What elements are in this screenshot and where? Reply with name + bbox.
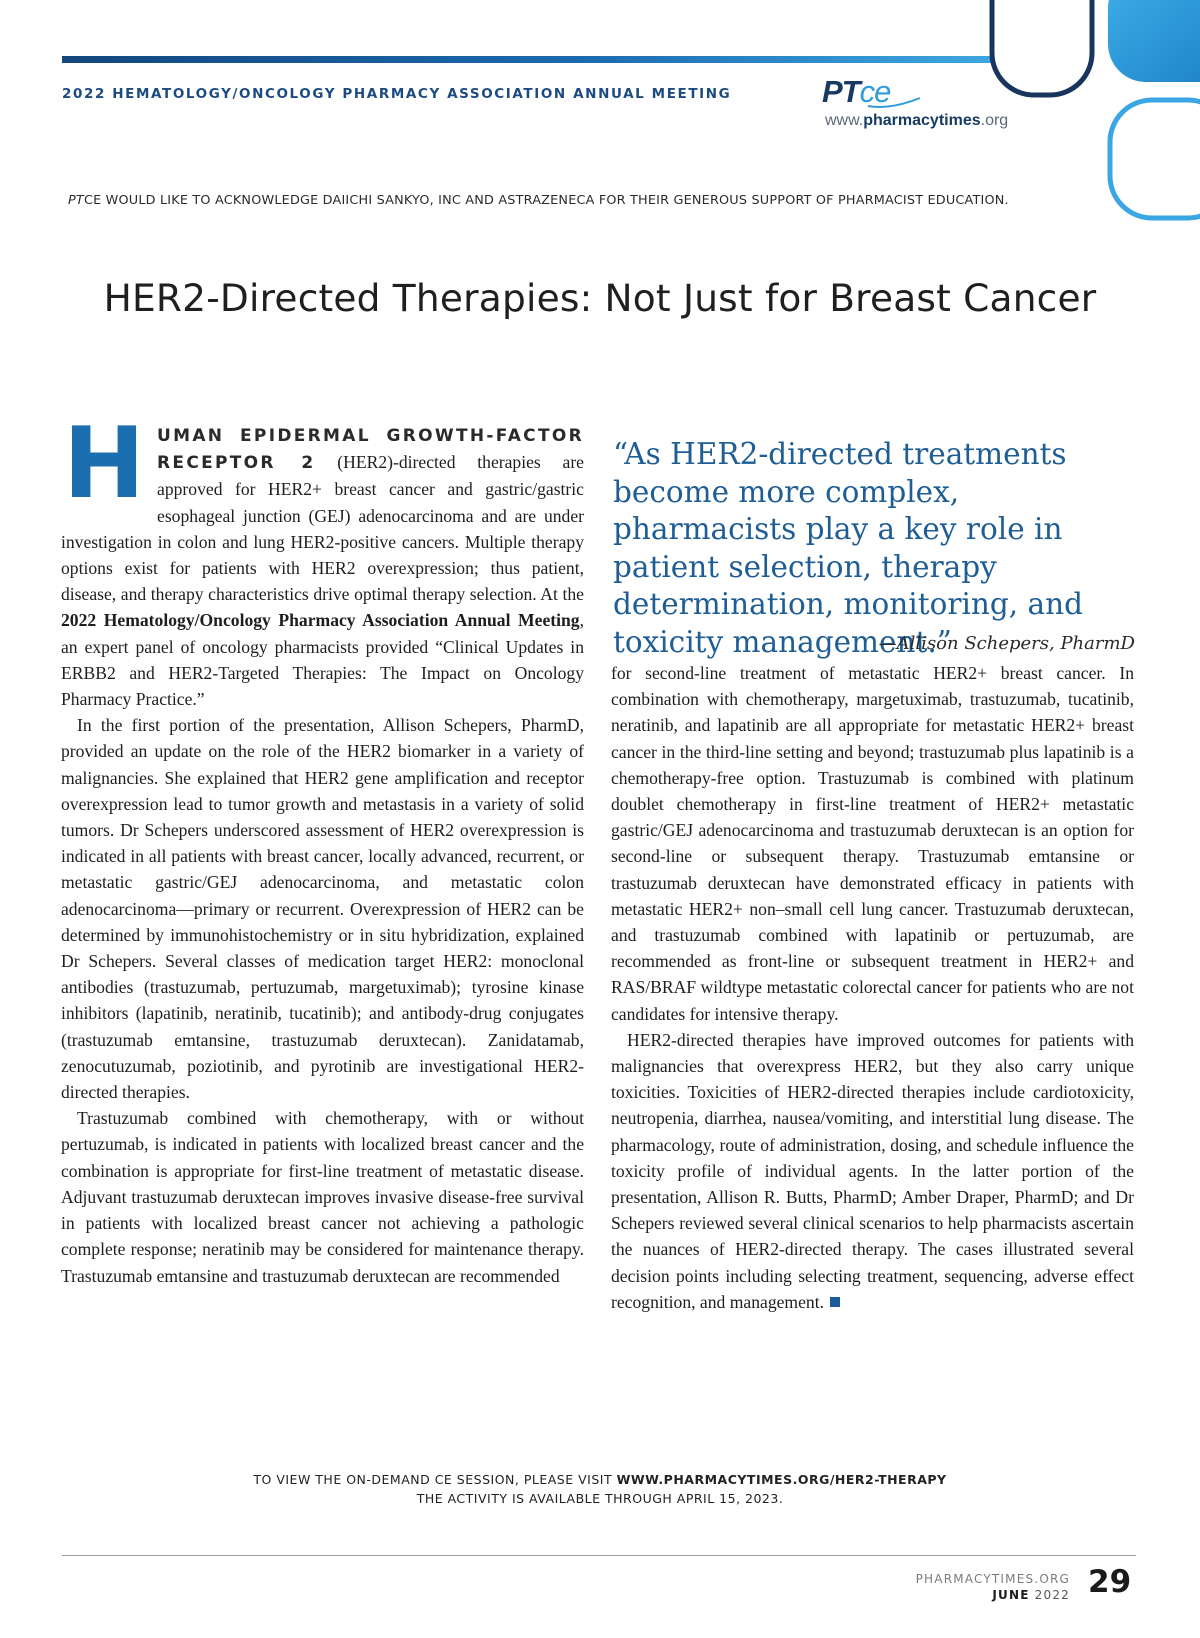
logo-url: www.pharmacytimes.org: [825, 112, 1009, 129]
header-rule: [62, 56, 992, 63]
footer-rule: [62, 1555, 1136, 1556]
logo-swoosh-icon: [866, 96, 922, 110]
footer-issue-date: JUNE 2022: [992, 1588, 1070, 1602]
call-to-action: TO VIEW THE ON-DEMAND CE SESSION, PLEASE VISIT WWW.PHARMACYTIMES.ORG/HER2-THERAPY THE ACTIVITY IS AVAILABLE THROUGH APRIL 15, 2023.: [0, 1470, 1200, 1508]
quote-attribution: —Allison Schepers, PharmD: [878, 633, 1135, 654]
meeting-name-bold: 2022 Hematology/Oncology Pharmacy Association Annual Meeting: [61, 610, 580, 631]
lead-caps-1: UMAN EPIDERMAL GROWTH-FACTOR: [157, 426, 584, 446]
acknowledgment: PTCE WOULD LIKE TO ACKNOWLEDGE DAIICHI SANKYO, INC AND ASTRAZENECA FOR THEIR GENEROUS SUPPORT OF PHARMACIST EDUCATION.: [68, 193, 1009, 208]
logo-ce: ce: [859, 74, 891, 109]
footer-site: PHARMACYTIMES.ORG: [915, 1572, 1070, 1586]
lead-caps-2: RECEPTOR 2: [157, 453, 316, 474]
drop-cap: H: [63, 407, 146, 521]
page-title: HER2-Directed Therapies: Not Just for Breast Cancer: [103, 276, 1097, 320]
page-number: 29: [1088, 1564, 1132, 1600]
end-of-article-icon: [830, 1297, 840, 1307]
article-paragraph-3-continued: for second-line treatment of metastatic HER2+ breast cancer. In combination with chemotherapy, margetuximab, trastuzumab, tucatinib, neratinib, and lapatinib are all appropriate for metastatic HER2+ breast cancer in the third-line setting and beyond; trastuzumab plus lapatinib is a chemotherapy-free option. Trastuzumab is combined with platinum doublet chemotherapy in first-line treatment of HER2+ metastatic gastric/GEJ adenocarcinoma and trastuzumab deruxtecan is an option for second-line or subsequent therapy. Trastuzumab emtansine or trastuzumab deruxtecan have demonstrated efficacy in patients with metastatic HER2+ non–small cell lung cancer. Trastuzumab deruxtecan, and trastuzumab combined with lapatinib or pertuzumab, are recommended as front-line or subsequent treatment in HER2+ and RAS/BRAF wildtype metastatic colorectal cancer for patients who are not candidates for intensive therapy.: [611, 663, 1134, 1024]
article-paragraph-3: Trastuzumab combined with chemotherapy, with or without pertuzumab, is indicated in patients with localized breast cancer and the combination is appropriate for first-line treatment of metastatic disease. Adjuvant trastuzumab deruxtecan improves invasive disease-free survival in patients with localized breast cancer not achieving a pathologic complete response; neratinib may be considered for maintenance therapy. Trastuzumab emtansine and trastuzumab deruxtecan are recommended: [61, 1108, 584, 1286]
article-right-column: [611, 660, 1134, 1315]
cta-url-link[interactable]: WWW.PHARMACYTIMES.ORG/HER2-THERAPY: [616, 1472, 947, 1487]
pull-quote: “As HER2-directed treatments become more complex, pharmacists play a key role in patient selection, therapy determination, monitoring, and toxicity management.”: [613, 437, 1083, 659]
cta-availability: THE ACTIVITY IS AVAILABLE THROUGH APRIL 15, 2023.: [416, 1491, 784, 1506]
article-left-column: [61, 407, 584, 1289]
article-paragraph-4: HER2-directed therapies have improved outcomes for patients with malignancies that overexpress HER2, but they also carry unique toxicities. Toxicities of HER2-directed therapies include cardiotoxicity, neutropenia, diarrhea, nausea/vomiting, and interstitial lung disease. The pharmacology, route of administration, dosing, and schedule influence the toxicity profile of individual agents. In the latter portion of the presentation, Allison R. Butts, PharmD; Amber Draper, PharmD; and Dr Schepers reviewed several clinical scenarios to help pharmacists ascertain the nuances of HER2-directed therapy. The cases illustrated several decision points including selecting treatment, sequencing, adverse effect recognition, and management.: [611, 1029, 1134, 1312]
article-paragraph-2: In the first portion of the presentation, Allison Schepers, PharmD, provided an update on the role of the HER2 biomarker in a variety of malignancies. She explained that HER2 gene amplification and receptor overexpression lead to tumor growth and metastasis in a variety of solid tumors. Dr Schepers underscored assessment of HER2 overexpression is indicated in all patients with breast cancer, locally advanced, recurrent, or metastatic gastric/GEJ adenocarcinoma, and metastatic colon adenocarcinoma—primary or recurrent. Overexpression of HER2 can be determined by immunohistochemistry or in situ hybridization, explained Dr Schepers. Several classes of medication target HER2: monoclonal antibodies (trastuzumab, pertuzumab, margetuximab); tyrosine kinase inhibitors (lapatinib, neratinib, tucatinib); and antibody-drug conjugates (trastuzumab emtansine, trastuzumab deruxtecan). Zanidatamab, zenocutuzumab, poziotinib, and pyrotinib are investigational HER2-directed therapies.: [61, 715, 584, 1103]
logo-pt: PT: [822, 74, 860, 109]
article-paragraph-1: HUMAN EPIDERMAL GROWTH-FACTOR RECEPTOR 2 (HER2)-directed therapies are approved for HER2+ breast cancer and gastric/gastric esophageal junction (GEJ) adenocarcinoma and are under investigation in colon and lung HER2-positive cancers. Multiple therapy options exist for patients with HER2 overexpression; thus patient, disease, and therapy characteristics drive optimal therapy selection. At the 2022 Hematology/Oncology Pharmacy Association Annual Meeting, an expert panel of oncology pharmacists provided “Clinical Updates in ERBB2 and HER2-Targeted Therapies: The Impact on Oncology Pharmacy Practice.”: [61, 407, 584, 710]
meeting-title: 2022 HEMATOLOGY/ONCOLOGY PHARMACY ASSOCIATION ANNUAL MEETING: [62, 86, 732, 102]
